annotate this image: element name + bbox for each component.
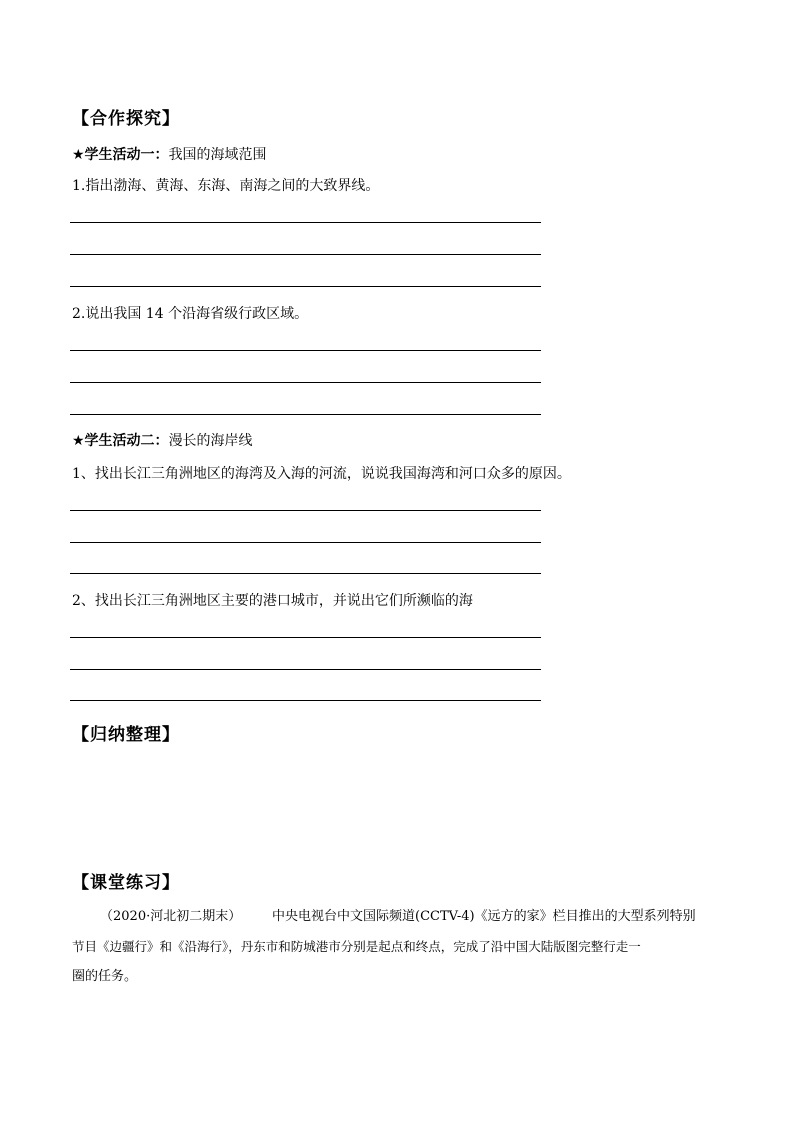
section-title-summary: 【归纳整理】 bbox=[72, 725, 180, 745]
answer-line[interactable] bbox=[70, 700, 541, 701]
answer-line[interactable] bbox=[70, 510, 541, 511]
activity2-topic: 漫长的海岸线 bbox=[168, 433, 253, 449]
practice-source: （2020·河北初二期末） bbox=[100, 909, 242, 924]
answer-line[interactable] bbox=[70, 350, 541, 351]
activity2-heading bbox=[72, 430, 253, 450]
answer-line[interactable] bbox=[70, 254, 541, 255]
activity1-heading bbox=[72, 144, 267, 164]
answer-line[interactable] bbox=[70, 669, 541, 670]
activity1-label: ★学生活动一： bbox=[72, 147, 169, 163]
activity1-question-1: 1.指出渤海、黄海、东海、南海之间的大致界线。 bbox=[72, 178, 380, 194]
answer-line[interactable] bbox=[70, 222, 541, 223]
answer-line[interactable] bbox=[70, 637, 541, 638]
answer-line[interactable] bbox=[70, 414, 541, 415]
activity1-topic: 我国的海域范围 bbox=[168, 147, 267, 163]
activity2-question-1: 1、找出长江三角洲地区的海湾及入海的河流，说说我国海湾和河口众多的原因。 bbox=[72, 466, 571, 482]
section-title-practice: 【课堂练习】 bbox=[72, 873, 180, 893]
practice-text-line-2: 节目《边疆行》和《沿海行》，丹东市和防城港市分别是起点和终点，完成了沿中国大陆版图完整行走一 bbox=[72, 939, 641, 954]
answer-line[interactable] bbox=[70, 573, 541, 574]
section-title-cooperative: 【合作探究】 bbox=[72, 109, 180, 129]
answer-line[interactable] bbox=[70, 542, 541, 543]
practice-text-line-3: 圈的任务。 bbox=[72, 969, 138, 984]
answer-line[interactable] bbox=[70, 286, 541, 287]
practice-text-line-1: 中央电视台中文国际频道(CCTV-4)《远方的家》栏目推出的大型系列特别 bbox=[272, 909, 696, 924]
activity2-question-2: 2、找出长江三角洲地区主要的港口城市，并说出它们所濒临的海 bbox=[72, 593, 473, 609]
activity1-question-2: 2.说出我国 14 个沿海省级行政区域。 bbox=[72, 306, 309, 322]
answer-line[interactable] bbox=[70, 382, 541, 383]
activity2-label: ★学生活动二： bbox=[72, 433, 169, 449]
